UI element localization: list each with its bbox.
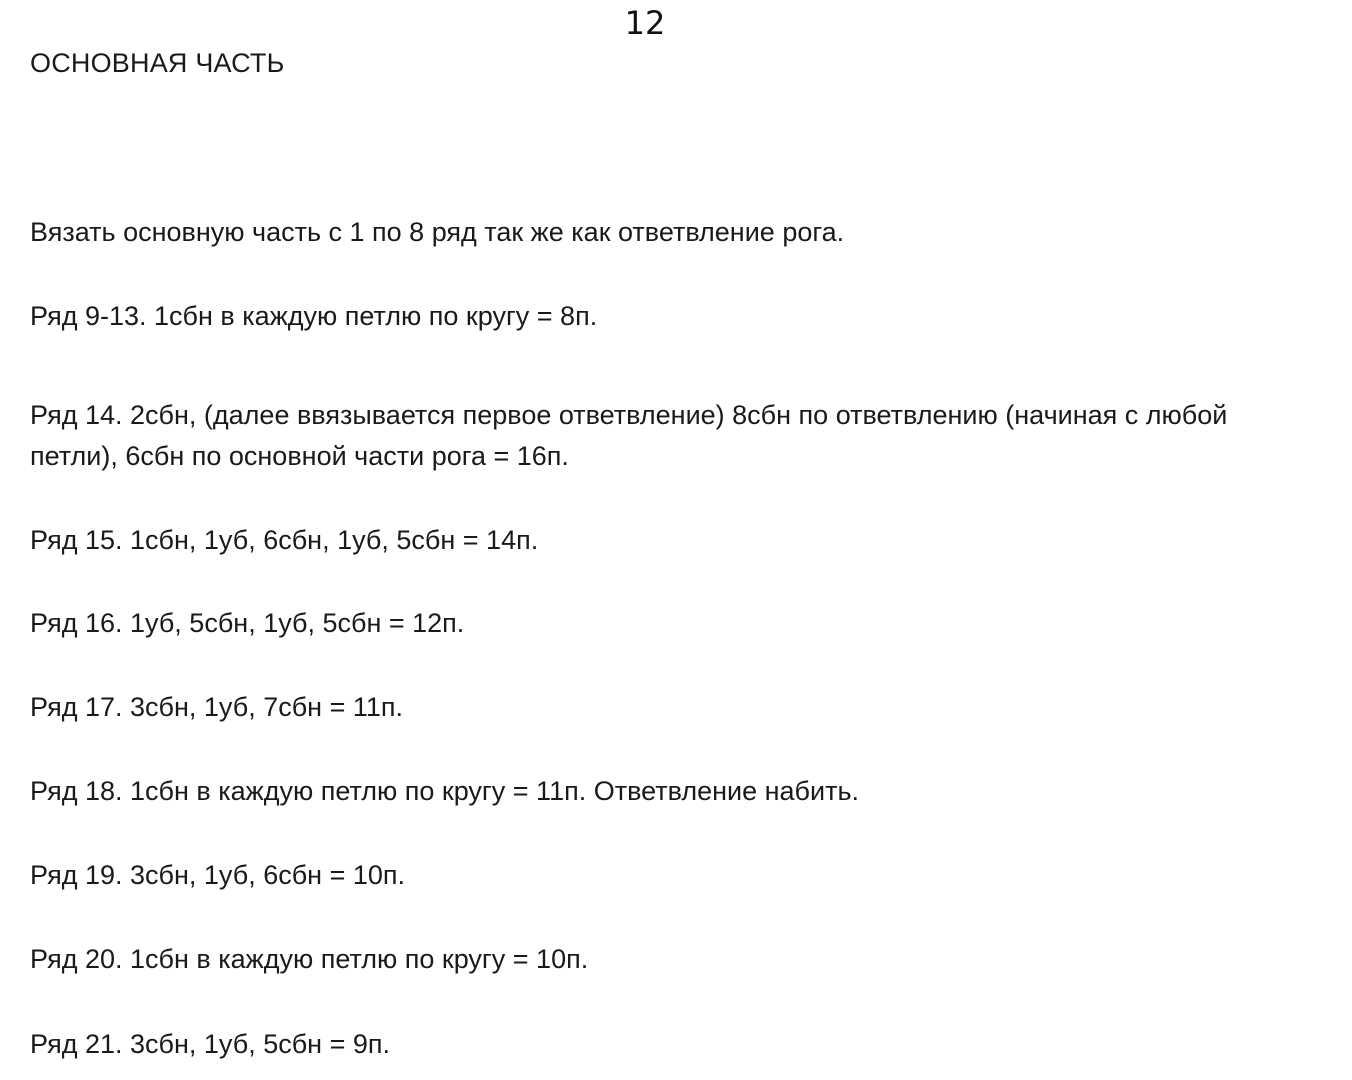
intro-paragraph: Вязать основную часть с 1 по 8 ряд так же как ответвление рога. (30, 217, 845, 247)
row-21: Ряд 21. 3сбн, 1уб, 5сбн = 9п. (30, 1029, 391, 1059)
row-18: Ряд 18. 1сбн в каждую петлю по кругу = 11п. Ответвление набить. (30, 776, 860, 806)
row-20: Ряд 20. 1сбн в каждую петлю по кругу = 10п. (30, 944, 589, 974)
row-17: Ряд 17. 3сбн, 1уб, 7сбн = 11п. (30, 692, 404, 722)
section-title: ОСНОВНАЯ ЧАСТЬ (30, 48, 285, 78)
row-15: Ряд 15. 1сбн, 1уб, 6сбн, 1уб, 5сбн = 14п. (30, 525, 539, 555)
row-9-13: Ряд 9-13. 1сбн в каждую петлю по кругу = 8п. (30, 301, 598, 331)
row-16: Ряд 16. 1уб, 5сбн, 1уб, 5сбн = 12п. (30, 608, 465, 638)
row-19: Ряд 19. 3сбн, 1уб, 6сбн = 10п. (30, 860, 406, 890)
row-14-line-1: Ряд 14. 2сбн, (далее ввязывается первое ответвление) 8сбн по ответвлению (начиная с любой (30, 400, 1228, 430)
row-14-line-2: петли), 6сбн по основной части рога = 16п. (30, 441, 569, 471)
page-number: 12 (624, 4, 666, 42)
